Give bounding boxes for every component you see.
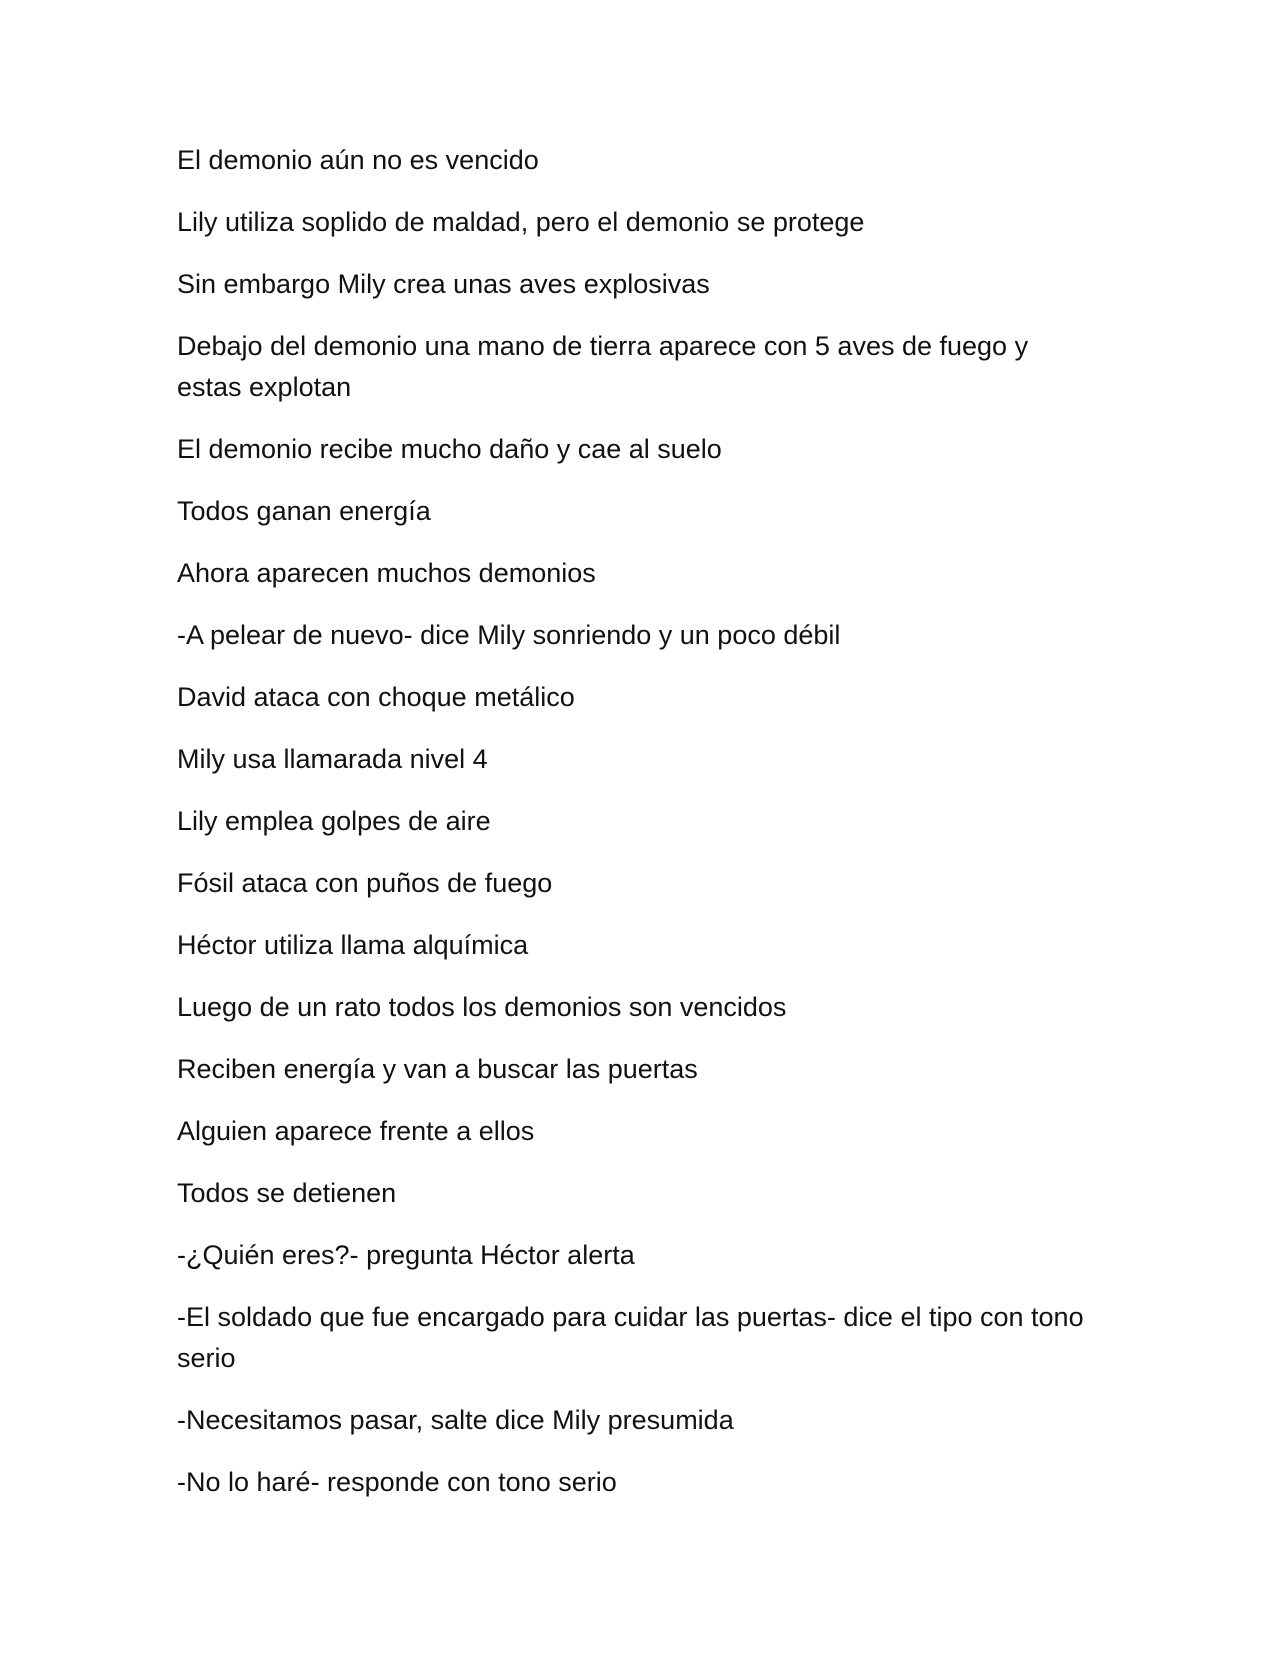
paragraph: Fósil ataca con puños de fuego — [177, 868, 553, 898]
paragraph: Todos se detienen — [177, 1178, 397, 1208]
paragraph: Mily usa llamarada nivel 4 — [177, 744, 488, 774]
paragraph: Lily utiliza soplido de maldad, pero el demonio se protege — [177, 207, 865, 237]
paragraph: El demonio recibe mucho daño y cae al suelo — [177, 434, 722, 464]
paragraph: Alguien aparece frente a ellos — [177, 1116, 535, 1146]
paragraph: Debajo del demonio una mano de tierra aparece con 5 aves de fuego y estas explotan — [177, 331, 1029, 402]
document-body — [177, 140, 1097, 1524]
paragraph: -El soldado que fue encargado para cuidar las puertas- dice el tipo con tono serio — [177, 1302, 1084, 1373]
paragraph: Todos ganan energía — [177, 496, 431, 526]
paragraph: -No lo haré- responde con tono serio — [177, 1467, 617, 1497]
paragraph: Sin embargo Mily crea unas aves explosivas — [177, 269, 710, 299]
paragraph: El demonio aún no es vencido — [177, 145, 539, 175]
paragraph: Lily emplea golpes de aire — [177, 806, 491, 836]
paragraph: -Necesitamos pasar, salte dice Mily presumida — [177, 1405, 734, 1435]
paragraph: Luego de un rato todos los demonios son vencidos — [177, 992, 787, 1022]
paragraph: Ahora aparecen muchos demonios — [177, 558, 596, 588]
paragraph: -A pelear de nuevo- dice Mily sonriendo y un poco débil — [177, 620, 841, 650]
paragraph: -¿Quién eres?- pregunta Héctor alerta — [177, 1240, 635, 1270]
paragraph: Héctor utiliza llama alquímica — [177, 930, 529, 960]
paragraph: David ataca con choque metálico — [177, 682, 575, 712]
paragraph: Reciben energía y van a buscar las puertas — [177, 1054, 698, 1084]
